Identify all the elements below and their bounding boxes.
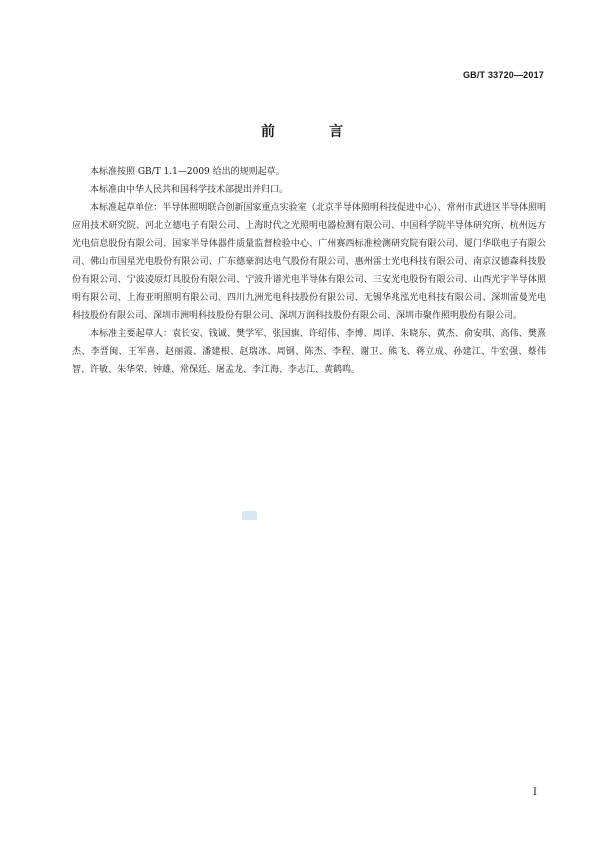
page-title: 前 言	[261, 124, 363, 140]
foreword-body	[72, 163, 546, 379]
page-number: I	[533, 787, 537, 798]
paragraph-drafting-rules: 本标准按照 GB/T 1.1—2009 给出的规则起草。	[90, 167, 285, 177]
watermark-mark	[242, 511, 257, 520]
standard-code: GB/T 33720—2017	[462, 70, 544, 80]
paragraph-drafting-units: 本标准起草单位：半导体照明联合创新国家重点实验室（北京半导体照明科技促进中心）、常州市武进区半导体照明应用技术研究院、河北立德电子有限公司、上海时代之光照明电器检测有限公司、中国科学院半导体研究所、杭州远方光电信息股份有限公司、国家半导体器件质量监督检验中心、广州赛西标准检测研究院有限公司、厦门华联电子有限公司、佛山市国星光电股份有限公司、广东德豪润达电气股份有限公司、惠州雷士光电科技有限公司、南京汉德森科技股份有限公司、宁波凌原灯具股份有限公司、宁波升谱光电半导体有限公司、三安光电股份有限公司、山西光宇半导体照明有限公司、上海亚明照明有限公司、四川九洲光电科技股份有限公司、无锡华兆泓光电科技有限公司、深圳雷曼光电科技股份有限公司、深圳市洲明科技股份有限公司、深圳万润科技股份有限公司、深圳市聚作照明股份有限公司。	[72, 203, 546, 321]
paragraph-proposer: 本标准由中华人民共和国科学技术部提出并归口。	[90, 185, 289, 195]
paragraph-drafters: 本标准主要起草人：袁长安、钱诚、樊学军、张国旗、许绍伟、李博、周详、朱晓东、黄杰、俞安琪、高伟、樊熹杰、李晋闽、王军喜、赵丽霞、潘建根、赵瑞冰、周钢、陈杰、李程、谢卫、熊飞、蒋立成、孙建江、牛宏强、蔡伟智、许敏、朱华荣、钟雄、常保廷、屠孟龙、李江海、李志江、黄鹤鸣。	[72, 329, 546, 375]
